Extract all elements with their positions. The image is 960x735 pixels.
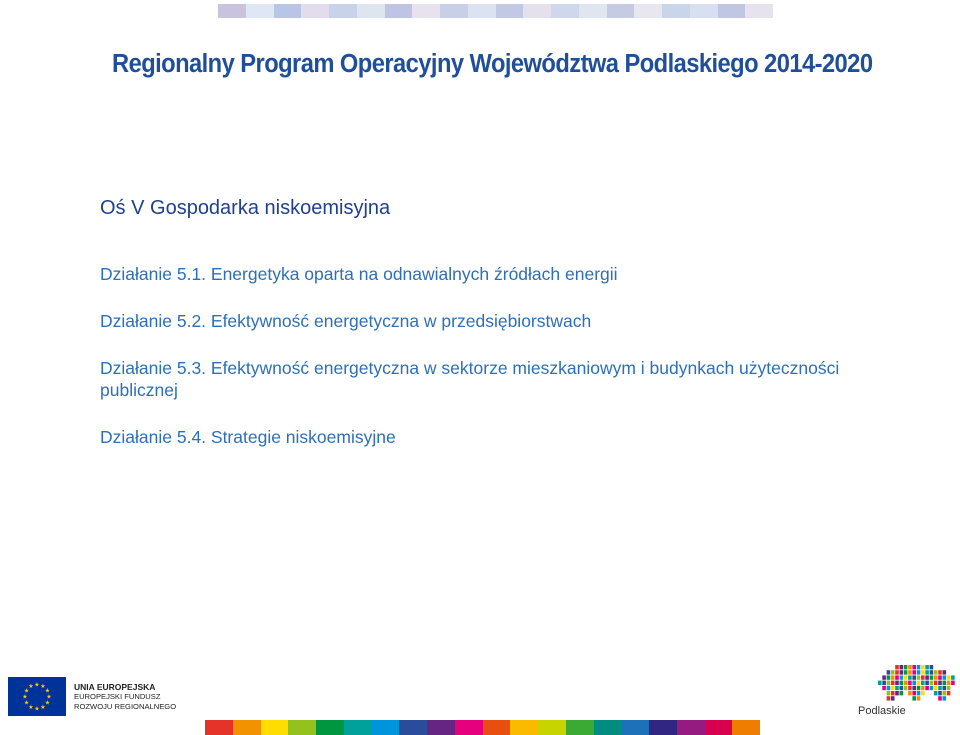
mosaic-tile xyxy=(900,675,904,679)
mosaic-tile xyxy=(943,670,947,674)
strip-segment xyxy=(455,720,483,735)
mosaic-tile xyxy=(917,696,921,700)
mosaic-tile xyxy=(943,675,947,679)
mosaic-tile xyxy=(878,681,882,685)
strip-segment xyxy=(246,4,274,18)
strip-segment xyxy=(510,720,538,735)
strip-segment xyxy=(233,720,261,735)
mosaic-tile xyxy=(921,691,925,695)
mosaic-tile xyxy=(947,686,951,690)
mosaic-tile xyxy=(912,691,916,695)
strip-segment xyxy=(261,720,289,735)
mosaic-tile xyxy=(891,681,895,685)
strip-segment xyxy=(440,4,468,18)
mosaic-tile xyxy=(895,686,899,690)
axis-title: Oś V Gospodarka niskoemisyjna xyxy=(100,197,391,219)
strip-segment xyxy=(483,720,511,735)
mosaic-tile xyxy=(947,681,951,685)
strip-segment xyxy=(579,4,607,18)
mosaic-tile xyxy=(925,675,929,679)
strip-segment xyxy=(621,720,649,735)
mosaic-tile xyxy=(943,696,947,700)
strip-segment xyxy=(218,4,246,18)
mosaic-tile xyxy=(900,670,904,674)
mosaic-tile xyxy=(895,675,899,679)
mosaic-tile xyxy=(943,681,947,685)
mosaic-tile xyxy=(895,691,899,695)
mosaic-tile xyxy=(917,675,921,679)
mosaic-tile xyxy=(882,681,886,685)
eu-logo xyxy=(8,677,176,716)
mosaic-tile xyxy=(934,686,938,690)
eu-star-icon: ★ xyxy=(40,684,46,691)
mosaic-tile xyxy=(908,686,912,690)
mosaic-tile xyxy=(925,681,929,685)
eu-line-1: UNIA EUROPEJSKA xyxy=(74,681,156,692)
mosaic-tile xyxy=(904,670,908,674)
strip-segment xyxy=(705,720,733,735)
strip-segment xyxy=(357,4,385,18)
mosaic-tile xyxy=(917,665,921,669)
mosaic-tile xyxy=(912,681,916,685)
strip-segment xyxy=(399,720,427,735)
mosaic-tile xyxy=(908,665,912,669)
eu-star-icon: ★ xyxy=(34,706,40,713)
strip-segment xyxy=(274,4,302,18)
strip-segment xyxy=(594,720,622,735)
eu-star-icon: ★ xyxy=(34,682,40,689)
strip-segment xyxy=(288,720,316,735)
strip-segment xyxy=(316,720,344,735)
mosaic-tile xyxy=(900,681,904,685)
mosaic-tile xyxy=(947,675,951,679)
mosaic-tile xyxy=(938,686,942,690)
mosaic-tile xyxy=(938,670,942,674)
mosaic-tile xyxy=(912,665,916,669)
strip-segment xyxy=(634,4,662,18)
mosaic-tile xyxy=(882,686,886,690)
mosaic-tile xyxy=(895,665,899,669)
eu-star-icon: ★ xyxy=(23,700,30,707)
strip-segment xyxy=(538,720,566,735)
mosaic-tile xyxy=(908,675,912,679)
strip-segment xyxy=(745,4,773,18)
mosaic-tile xyxy=(938,691,942,695)
mosaic-tile xyxy=(917,691,921,695)
eu-logo-text xyxy=(74,682,176,712)
mosaic-tile xyxy=(887,670,891,674)
mosaic-tile xyxy=(887,686,891,690)
mosaic-tile xyxy=(912,675,916,679)
eu-star-icon: ★ xyxy=(28,684,34,691)
mosaic-tile xyxy=(938,681,942,685)
mosaic-tile xyxy=(912,686,916,690)
mosaic-tile xyxy=(938,675,942,679)
mosaic-tile xyxy=(930,665,934,669)
strip-segment xyxy=(205,720,233,735)
mosaic-tile xyxy=(930,670,934,674)
mosaic-tile xyxy=(943,691,947,695)
mosaic-tile xyxy=(951,675,955,679)
mosaic-tile xyxy=(891,696,895,700)
strip-segment xyxy=(607,4,635,18)
mosaic-tile xyxy=(925,665,929,669)
strip-segment xyxy=(329,4,357,18)
strip-segment xyxy=(468,4,496,18)
eu-star-icon: ★ xyxy=(40,704,46,711)
strip-segment xyxy=(427,720,455,735)
eu-line-3: ROZWOJU REGIONALNEGO xyxy=(74,701,177,711)
eu-line-2: EUROPEJSKI FUNDUSZ xyxy=(74,691,161,701)
eu-star-icon: ★ xyxy=(44,688,51,695)
eu-star-icon: ★ xyxy=(44,700,51,707)
eu-star-icon: ★ xyxy=(22,694,28,701)
mosaic-tile xyxy=(900,686,904,690)
mosaic-tile xyxy=(930,675,934,679)
mosaic-tile xyxy=(930,681,934,685)
mosaic-tile xyxy=(921,686,925,690)
mosaic-tile xyxy=(887,681,891,685)
mosaic-tile xyxy=(938,696,942,700)
mosaic-tile xyxy=(912,696,916,700)
mosaic-tile xyxy=(951,681,955,685)
mosaic-tile xyxy=(921,675,925,679)
strip-segment xyxy=(496,4,524,18)
mosaic-tile xyxy=(882,675,886,679)
strip-segment xyxy=(551,4,579,18)
strip-segment xyxy=(301,4,329,18)
mosaic-tile xyxy=(895,681,899,685)
action-item: Działanie 5.1. Energetyka oparta na odnawialnych źródłach energii xyxy=(100,264,618,284)
mosaic-tile xyxy=(934,670,938,674)
strip-segment xyxy=(566,720,594,735)
program-title: Regionalny Program Operacyjny Województwa Podlaskiego 2014-2020 xyxy=(112,50,873,78)
mosaic-tile xyxy=(917,681,921,685)
mosaic-tile xyxy=(904,675,908,679)
action-item: Działanie 5.2. Efektywność energetyczna w przedsiębiorstwach xyxy=(100,311,592,331)
strip-segment xyxy=(718,4,746,18)
mosaic-tile xyxy=(934,681,938,685)
mosaic-tile xyxy=(925,670,929,674)
strip-segment xyxy=(372,720,400,735)
mosaic-tile xyxy=(908,681,912,685)
mosaic-tile xyxy=(925,686,929,690)
mosaic-tile xyxy=(921,665,925,669)
mosaic-tile xyxy=(891,686,895,690)
strip-segment xyxy=(732,720,760,735)
strip-segment xyxy=(690,4,718,18)
mosaic-tile xyxy=(904,665,908,669)
mosaic-tile xyxy=(930,686,934,690)
strip-segment xyxy=(385,4,413,18)
mosaic-tile xyxy=(891,691,895,695)
eu-star-icon: ★ xyxy=(23,688,30,695)
action-item: Działanie 5.4. Strategie niskoemisyjne xyxy=(100,427,396,447)
mosaic-tile xyxy=(900,691,904,695)
mosaic-tile xyxy=(887,675,891,679)
mosaic-tile xyxy=(908,670,912,674)
mosaic-tile xyxy=(921,670,925,674)
mosaic-tile xyxy=(934,675,938,679)
strip-segment xyxy=(662,4,690,18)
strip-segment xyxy=(523,4,551,18)
mosaic-tile xyxy=(943,686,947,690)
mosaic-tile xyxy=(895,670,899,674)
strip-segment xyxy=(412,4,440,18)
mosaic-tile xyxy=(947,691,951,695)
top-color-strip xyxy=(218,4,773,18)
mosaic-tile xyxy=(917,670,921,674)
mosaic-tile xyxy=(904,681,908,685)
mosaic-tile xyxy=(904,686,908,690)
mosaic-tile xyxy=(887,696,891,700)
slide-content xyxy=(100,197,880,448)
mosaic-tile xyxy=(887,691,891,695)
eu-star-icon: ★ xyxy=(46,694,52,701)
podlaskie-label: Podlaskie xyxy=(858,705,906,717)
strip-segment xyxy=(649,720,677,735)
mosaic-tile xyxy=(891,670,895,674)
mosaic-tile xyxy=(908,691,912,695)
bottom-color-strip xyxy=(205,720,760,735)
action-item: Działanie 5.3. Efektywność energetyczna w sektorze mieszkaniowym i budynkach użyteczności publicznej xyxy=(100,358,840,400)
eu-flag-icon xyxy=(8,677,66,716)
strip-segment xyxy=(677,720,705,735)
mosaic-tile xyxy=(917,686,921,690)
eu-star-icon: ★ xyxy=(28,704,34,711)
mosaic-tile xyxy=(891,675,895,679)
mosaic-tile xyxy=(900,665,904,669)
mosaic-tile xyxy=(921,681,925,685)
strip-segment xyxy=(344,720,372,735)
mosaic-tile xyxy=(912,670,916,674)
mosaic-tile xyxy=(934,691,938,695)
